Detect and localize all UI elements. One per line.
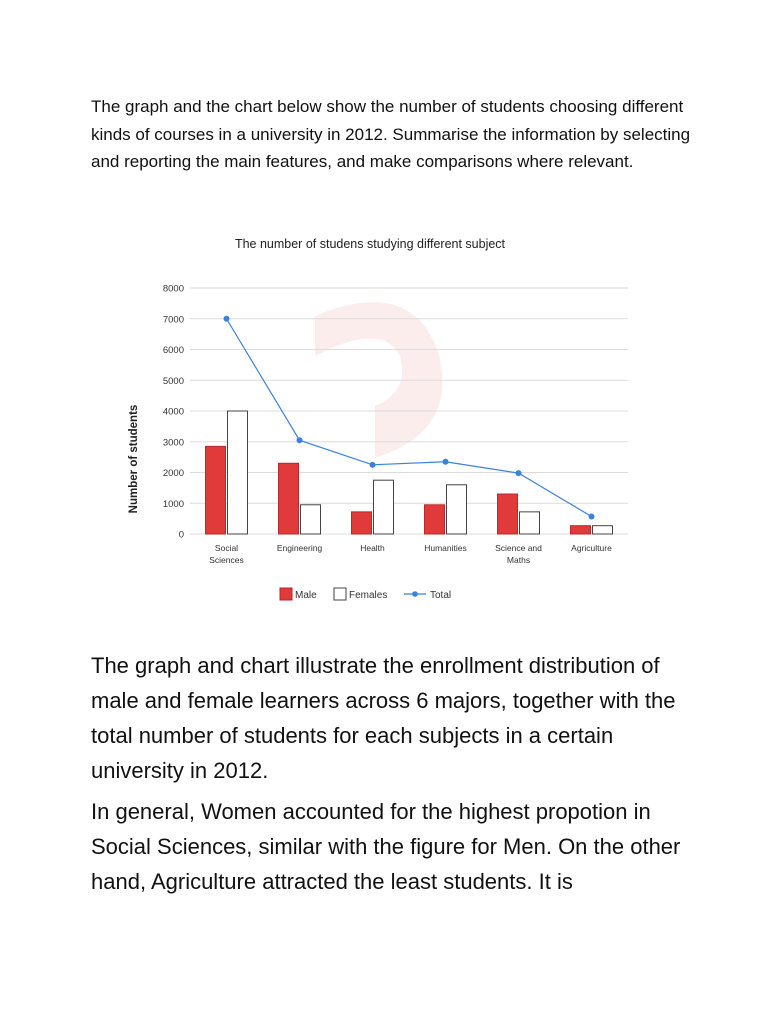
chart-title: The number of studens studying different subject — [234, 237, 506, 251]
chart-svg — [120, 226, 650, 616]
legend-marker — [412, 591, 418, 597]
bar-females — [301, 505, 321, 534]
bar-females — [447, 485, 467, 534]
bar-females — [520, 512, 540, 534]
essay-paragraph: In general, Women accounted for the highest propotion in Social Sciences, similar with the figure for Men. On the other hand, Agriculture attracted the least students. It is — [91, 799, 681, 894]
bar-male — [571, 526, 591, 534]
x-tick-label: Humanities — [424, 543, 467, 553]
y-tick-label: 3000 — [162, 437, 184, 449]
y-tick-label: 7000 — [162, 314, 184, 326]
y-tick-label: 5000 — [162, 375, 184, 387]
task-prompt: The graph and the chart below show the number of students choosing different kinds of courses in a university in 2012. Summarise the information by selecting and reporting the main features, and make comparisons where relevant. — [91, 97, 691, 171]
total-point — [516, 470, 522, 476]
y-tick-label: 0 — [178, 529, 184, 541]
total-point — [297, 437, 303, 443]
y-axis-label: Number of students — [128, 404, 140, 514]
x-tick-label: Maths — [506, 555, 531, 565]
y-ticks — [163, 284, 184, 541]
legend — [280, 588, 451, 601]
x-tick-label: Sciences — [209, 555, 244, 565]
x-tick-label: Agriculture — [571, 543, 612, 553]
total-point — [224, 316, 230, 322]
essay — [91, 648, 691, 905]
y-tick-label: 6000 — [162, 345, 184, 356]
bar-females — [228, 411, 248, 534]
legend-swatch — [280, 588, 292, 600]
y-tick-label: 1000 — [162, 498, 184, 510]
x-tick-label: Engineering — [276, 543, 323, 553]
legend-swatch — [334, 588, 346, 600]
total-point — [370, 462, 376, 468]
bar-male — [425, 505, 445, 534]
bar-females — [374, 480, 394, 534]
bar-male — [352, 512, 372, 534]
bar-male — [498, 494, 518, 534]
enrollment-chart — [120, 226, 650, 616]
y-tick-label: 8000 — [162, 283, 184, 295]
total-point — [589, 513, 595, 519]
essay-paragraph: The graph and chart illustrate the enrollment distribution of male and female learners across 6 majors, together with the total number of students for each subjects in a certain university in 2012. — [91, 653, 676, 783]
legend-label: Total — [430, 590, 452, 601]
x-tick-label: Social — [214, 543, 239, 553]
bar-females — [593, 526, 613, 534]
legend-label: Male — [295, 590, 317, 601]
x-tick-label: Science and — [495, 543, 542, 553]
total-point — [443, 459, 449, 465]
y-tick-label: 2000 — [162, 468, 184, 479]
legend-label: Females — [349, 590, 388, 601]
bar-male — [206, 446, 226, 534]
x-tick-label: Health — [360, 543, 385, 553]
y-tick-label: 4000 — [162, 406, 184, 418]
bar-male — [279, 463, 299, 534]
x-ticks — [209, 543, 612, 565]
